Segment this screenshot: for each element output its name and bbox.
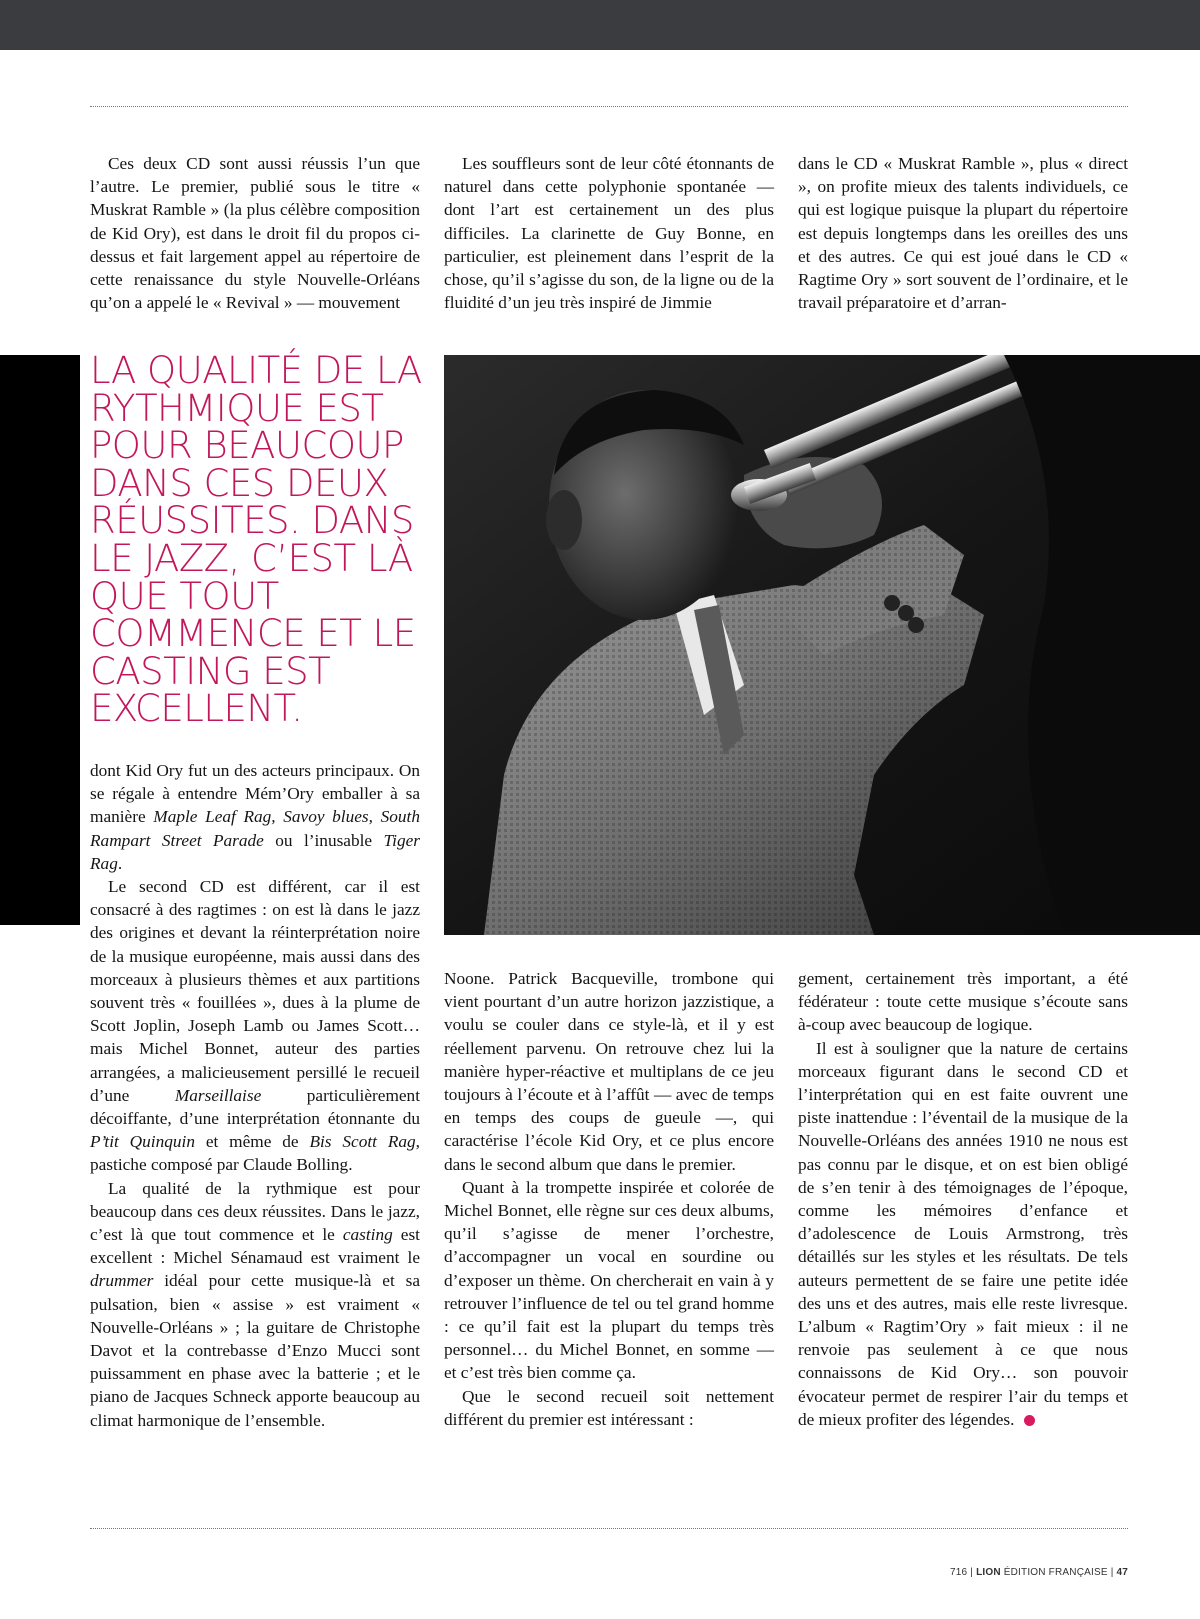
title-italic: P’tit Quinquin [90, 1132, 195, 1152]
top-divider [90, 106, 1128, 107]
paragraph: Quant à la trompette inspirée et colorée de Michel Bonnet, elle règne sur ces deux albums, qu’il s’agisse de mener l’orchestre, d’accompagner un vocal en sourdine ou d’exposer un thème. On chercherait en vain à y retrouver l’influence de tel ou tel grand homme : ce qu’il fait est la plupart du temps très personnel… du Michel Bonnet, en somme — et c’est très bien comme ça. [444, 1177, 774, 1383]
trombone-player-photo [444, 355, 1200, 935]
paragraph [90, 759, 420, 875]
paragraph: Que le second recueil soit nettement différent du premier est intéressant : [444, 1386, 774, 1429]
folio-edition: ÉDITION FRANÇAISE | [1000, 1567, 1117, 1578]
paragraph: gement, certainement très important, a été fédérateur : toute cette musique s’écoute sans à-coup avec beaucoup de logique. [798, 969, 1128, 1035]
paragraph: Noone. Patrick Bacqueville, trombone qui vient pourtant d’un autre horizon jazzistique, a voulu se couler dans ce style-là, et il y est réellement parvenu. On retrouve chez lui la manière hyper-réactive et multiplans de ce jeu toujours à l’écoute et à l’affût — avec de temps en temps des coups de gueule —, qui caractérise l’école Kid Ory, et ce plus encore dans le second album que dans le premier. [444, 969, 774, 1174]
title-italic: Bis Scott Rag [309, 1132, 416, 1152]
title-italic: Maple Leaf Rag, Savoy blues, South Rampart Street Parade [90, 807, 420, 850]
column-2-top [444, 152, 774, 314]
text-run: . [117, 853, 123, 873]
title-italic: Tiger Rag [90, 830, 420, 873]
column-2-bottom [444, 967, 774, 1431]
column-3-top [798, 152, 1128, 314]
bottom-divider [90, 1528, 1128, 1529]
term-italic: casting [342, 1225, 393, 1245]
text-run: et même de [194, 1132, 310, 1152]
column-1-bottom [90, 759, 420, 1432]
pull-quote: LA QUALITÉ DE LA RYTHMIQUE EST POUR BEAUCOUP DANS CES DEUX RÉUSSITES. DANS LE JAZZ, C’EST LÀ QUE TOUT COMMENCE ET LE CASTING EST EXCELLENT. [90, 349, 422, 731]
paragraph [90, 875, 420, 1177]
text-run: Le second CD est différent, car il est consacré à des ragtimes : on est là dans le jazz des origines et devant la réinterprétation noire de la musique européenne, mais aussi dans des morceaux à plusieurs thèmes et aux partitions souvent très « fouillées », dues à la plume de Scott Joplin, Joseph Lamb ou James Scott… mais Michel Bonnet, auteur des parties arrangées, a malicieusement persillé le recueil d’une [90, 877, 420, 1105]
column-3-bottom [798, 967, 1128, 1431]
black-margin-block [0, 355, 80, 925]
folio-brand: LION [976, 1567, 1001, 1578]
text-run: , pastiche composé par Claude Bolling. [90, 1132, 420, 1175]
text-run: idéal pour cette musique-là et sa pulsation, bien « assise » est vraiment « Nouvelle-Orléans » ; la guitare de Christophe Davot et la contrebasse d’Enzo Mucci sont puissamment en phase avec la batterie ; et le piano de Jacques Schneck apporte beaucoup au climat harmonique de l’ensemble. [90, 1271, 420, 1430]
end-mark-icon [1024, 1415, 1035, 1426]
paragraph: Ces deux CD sont aussi réussis l’un que l’autre. Le premier, publié sous le titre « Muskrat Ramble » (la plus célèbre composition de Kid Ory), est dans le droit fil du propos ci-dessus et fait largement appel au répertoire de cette renaissance du style Nouvelle-Orléans qu’on a appelé le « Revival » — mouvement [90, 154, 420, 313]
text-run: est excellent : Michel Sénamaud est vraiment le [90, 1225, 420, 1268]
text-run: Il est à souligner que la nature de certains morceaux figurant dans le second CD et l’interprétation qui en est faite ouvrent une piste inattendue : l’éventail de la musique de la Nouvelle-Orléans des années 1910 ne nous est pas connu par le disque, et on est bien obligé de s’en tenir à des témoignages de l’époque, comme les mémoires d’enfance et d’adolescence de Louis Armstrong, très détaillés sur les styles et les résultats. De tels auteurs permettent de se faire une petite idée des uns et des autres, mais elle reste livresque. L’album « Ragtim’Ory » fait mieux : il ne renvoie pas seulement à ce que nous connaissons de Kid Ory… son pouvoir évocateur permet de respirer l’air du temps et de mieux profiter des légendes. [798, 1038, 1128, 1429]
term-italic: drummer [90, 1271, 154, 1291]
column-1-top [90, 152, 420, 314]
page-number: 47 [1116, 1567, 1128, 1578]
page-folio [950, 1567, 1128, 1578]
text-run: particulièrement décoiffante, d’une interprétation étonnante du [90, 1085, 420, 1129]
title-italic: Marseillaise [174, 1085, 262, 1105]
text-run: ou l’inusable [263, 830, 384, 850]
paragraph: dans le CD « Muskrat Ramble », plus « direct », on profite mieux des talents individuels, ce qui est logique puisque la plupart du répertoire est depuis longtemps dans les oreilles des uns et des autres. Ce qui est joué dans le CD « Ragtime Ory » sort souvent de l’ordinaire, et le travail préparatoire et d’arran- [798, 154, 1128, 313]
text-run: dont Kid Ory fut un des acteurs principaux. On se régale à entendre Mém’Ory emballer à sa manière [90, 761, 420, 827]
folio-issue: 716 | [950, 1567, 977, 1578]
paragraph [798, 1037, 1128, 1431]
paragraph [90, 1177, 420, 1432]
top-bar [0, 0, 1200, 50]
paragraph: Les souffleurs sont de leur côté étonnants de naturel dans cette polyphonie spontanée — dont l’art est certainement un des plus difficiles. La clarinette de Guy Bonne, en particulier, est pleinement dans l’esprit de la chose, qu’il s’agisse du son, de la ligne ou de la fluidité d’un jeu très inspiré de Jimmie [444, 154, 774, 313]
text-run: La qualité de la rythmique est pour beaucoup dans ces deux réussites. Dans le jazz, c’est là que tout commence et le [90, 1178, 420, 1245]
